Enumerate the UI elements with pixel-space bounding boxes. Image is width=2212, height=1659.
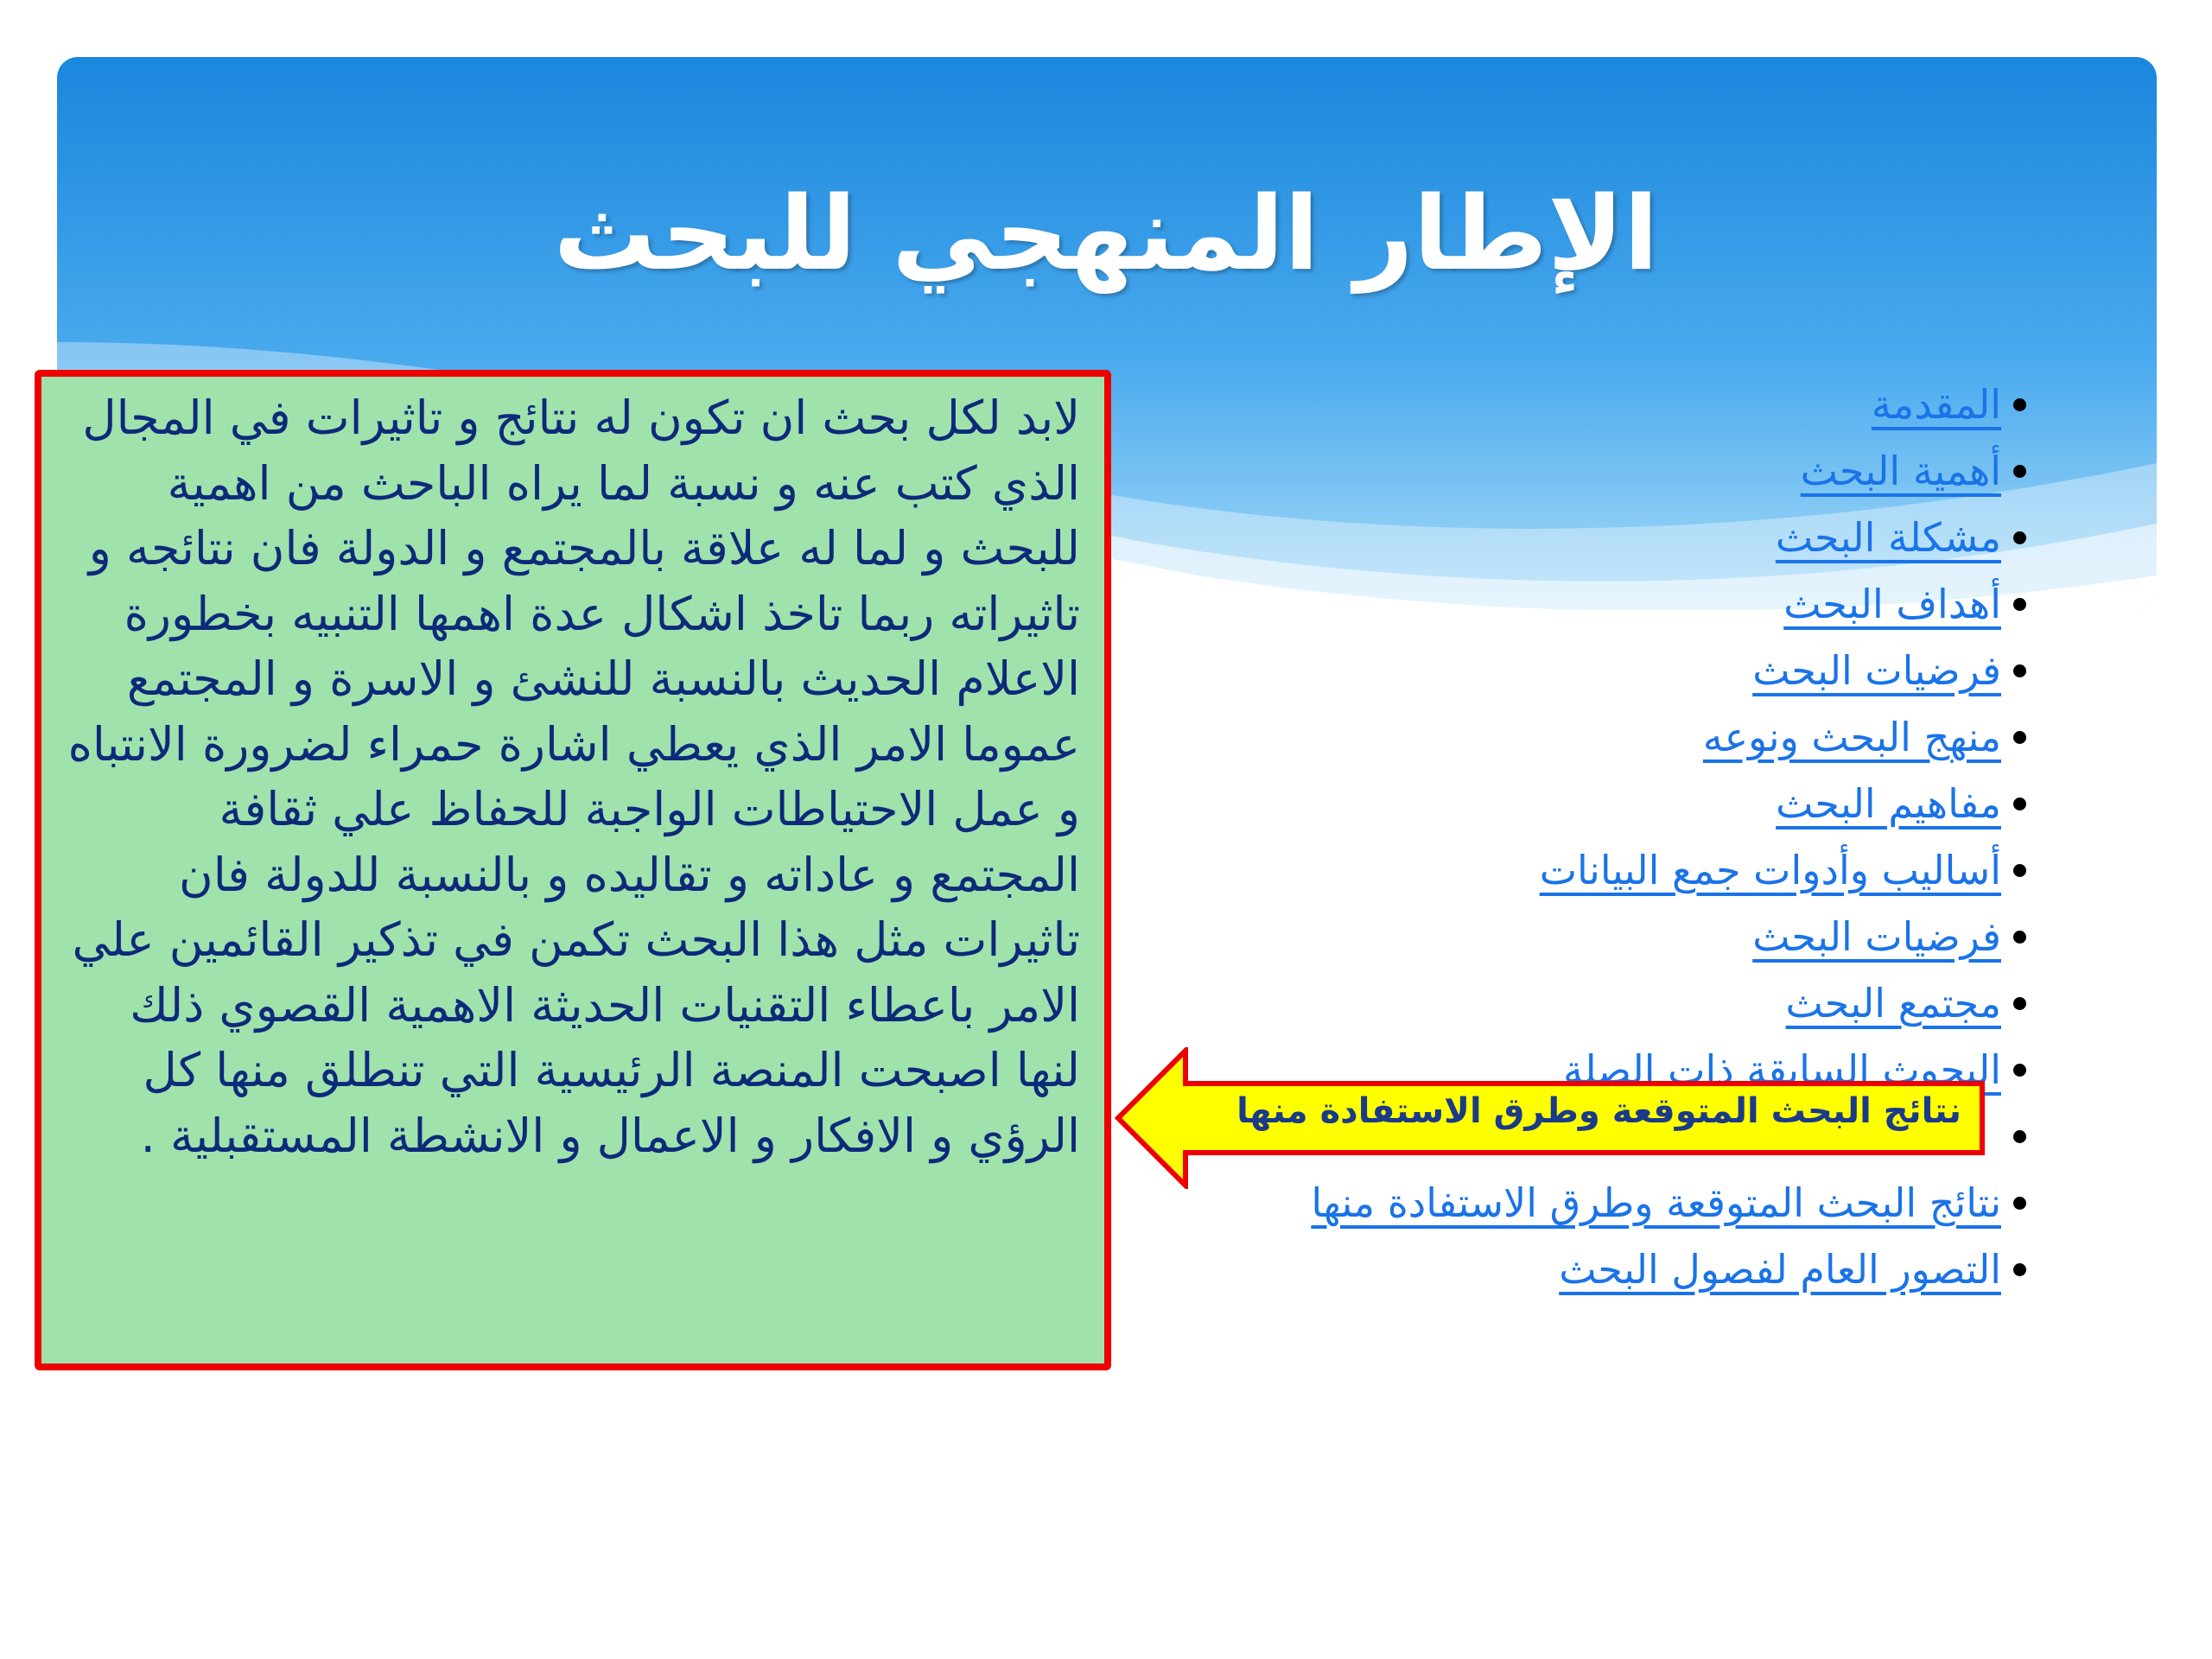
list-item <box>1123 771 2026 837</box>
bullet-icon <box>2013 664 2026 677</box>
list-item <box>1123 372 2026 438</box>
list-item <box>1123 970 2026 1037</box>
topic-link-hypotheses[interactable]: فرضيات البحث <box>1752 647 2001 694</box>
bullet-icon <box>2013 1197 2026 1210</box>
topic-link-data-tools[interactable]: أساليب وأدوات جمع البيانات <box>1539 847 2001 893</box>
callout-label: نتائج البحث المتوقعة وطرق الاستفادة منها <box>1236 1091 1961 1131</box>
bullet-icon <box>2013 731 2026 744</box>
bullet-icon <box>2013 997 2026 1010</box>
topic-link-objectives[interactable]: أهداف البحث <box>1783 581 2001 627</box>
topic-link-expected-results[interactable]: نتائج البحث المتوقعة وطرق الاستفادة منها <box>1311 1179 2001 1226</box>
topic-link-previous-studies[interactable]: البحوث السابقة ذات الصلة <box>1562 1046 2001 1093</box>
expected-results-textbox <box>35 370 1111 1370</box>
bullet-icon <box>2013 864 2026 877</box>
bullet-icon <box>2013 798 2026 810</box>
topic-link-methodology[interactable]: منهج البحث ونوعه <box>1702 714 2001 760</box>
bullet-icon <box>2013 1263 2026 1276</box>
bullet-icon <box>2013 465 2026 478</box>
list-item <box>1123 704 2026 771</box>
topic-link-chapters-outline[interactable]: التصور العام لفصول البحث <box>1559 1246 2001 1293</box>
topic-link-hypotheses-2[interactable]: فرضيات البحث <box>1752 913 2001 960</box>
bullet-icon <box>2013 1064 2026 1077</box>
bullet-icon <box>2013 598 2026 611</box>
topic-link-population[interactable]: مجتمع البحث <box>1785 980 2001 1027</box>
list-item <box>1123 1236 2026 1303</box>
topic-link-concepts[interactable]: مفاهيم البحث <box>1776 780 2001 827</box>
topic-link-importance[interactable]: أهمية البحث <box>1800 448 2001 494</box>
bullet-icon <box>2013 1130 2026 1143</box>
list-item <box>1123 904 2026 970</box>
bullet-icon <box>2013 931 2026 944</box>
topic-link-introduction[interactable]: المقدمة <box>1871 381 2001 428</box>
expected-results-text: لابد لكل بحث ان تكون له نتائج و تاثيرات في المجال الذي كتب عنه و نسبة لما يراه الباحث من اهمية للبحث و لما له علاقة بالمجتمع و الدولة فان نتائجه و تاثيراته ربما تاخذ اشكال عدة اهمها التنبيه بخطورة الاعلام الحديث بالنسبة للنشئ و الاسرة و المجتمع عموما الامر الذي يعطي اشارة حمراء لضرورة الانتباه و عمل الاحتياطات الواجبة للحفاظ علي ثقافة المجتمع و عاداته و تقاليده و بالنسبة للدولة فان تاثيرات مثل هذا البحث تكمن في تذكير القائمين علي الامر باعطاء التقنيات الحديثة الاهمية القصوي ذلك لنها اصبحت المنصة الرئيسية التي تنطلق منها كل الرؤي و الافكار و الاعمال و الانشطة المستقبلية . <box>67 391 1080 1163</box>
bullet-icon <box>2013 398 2026 411</box>
list-item <box>1123 571 2026 638</box>
list-item <box>1123 837 2026 904</box>
list-item <box>1123 638 2026 704</box>
topic-link-problem[interactable]: مشكلة البحث <box>1775 514 2001 561</box>
slide-title: الإطار المنهجي للبحث <box>553 174 1659 293</box>
bullet-icon <box>2013 531 2026 544</box>
list-item <box>1123 438 2026 505</box>
list-item <box>1123 505 2026 571</box>
